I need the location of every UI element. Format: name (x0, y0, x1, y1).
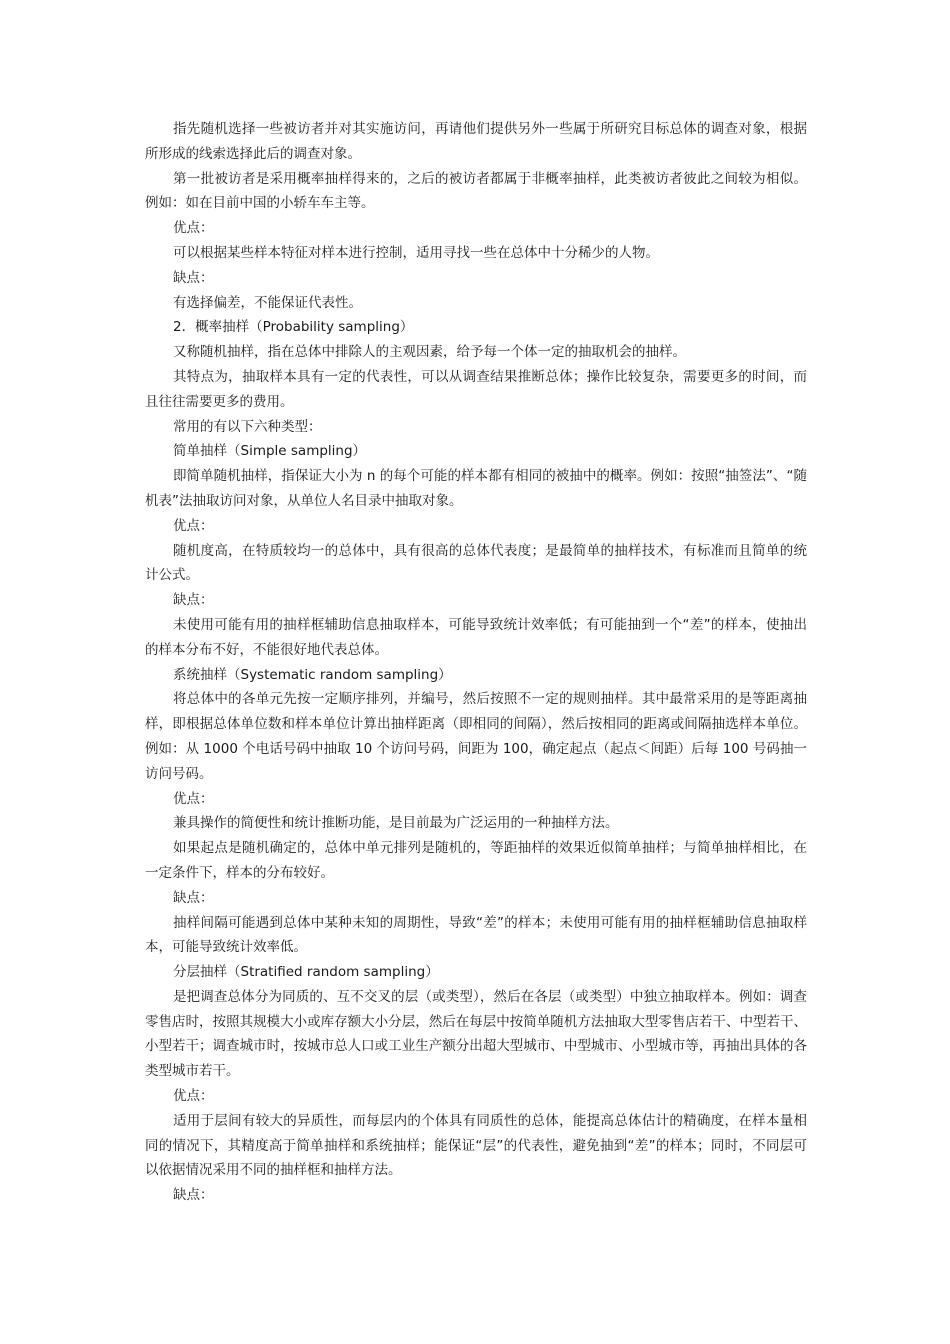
paragraph-stratified-definition: 是把调查总体分为同质的、互不交叉的层（或类型），然后在各层（或类型）中独立抽取样本。例如：调查零售店时，按照其规模大小或库存额大小分层，然后在每层中按简单随机方法抽取大型零售店若干、中型若干、小型若干；调查城市时，按城市总人口或工业生产额分出超大型城市、中型城市、小型城市等，再抽出具体的各类型城市若干。 (145, 988, 807, 1080)
paragraph-simple-disadvantages: 未使用可能有用的抽样框辅助信息抽取样本，可能导致统计效率低；有可能抽到一个“差”的样本，使抽出的样本分布不好，不能很好地代表总体。 (145, 616, 807, 658)
paragraph-systematic-advantages-1: 兼具操作的简便性和统计推断功能，是目前最为广泛运用的一种抽样方法。 (173, 815, 619, 832)
paragraph-simple-advantages: 随机度高，在特质较均一的总体中，具有很高的总体代表度；是最简单的抽样技术，有标准而且简单的统计公式。 (145, 542, 807, 584)
label-disadvantages: 缺点： (173, 269, 214, 286)
paragraph-stratified-advantages: 适用于层间有较大的异质性，而每层内的个体具有同质性的总体，能提高总体估计的精确度，在样本量相同的情况下，其精度高于简单抽样和系统抽样；能保证“层”的代表性，避免抽到“差”的样本；同时，不同层可以依据情况采用不同的抽样框和抽样方法。 (145, 1112, 807, 1179)
paragraph-snowball-disadvantages: 有选择偏差，不能保证代表性。 (173, 294, 362, 311)
label-advantages: 优点： (173, 517, 214, 534)
paragraph-snowball-definition: 指先随机选择一些被访者并对其实施访问，再请他们提供另外一些属于所研究目标总体的调查对象，根据所形成的线索选择此后的调查对象。 (145, 121, 807, 162)
paragraph-six-types: 常用的有以下六种类型： (173, 418, 322, 435)
heading-stratified-sampling: 分层抽样（Stratified random sampling） (173, 964, 439, 981)
paragraph-systematic-disadvantages: 抽样间隔可能遇到总体中某种未知的周期性，导致“差”的样本；未使用可能有用的抽样框辅助信息抽取样本，可能导致统计效率低。 (145, 914, 807, 956)
label-disadvantages: 缺点： (173, 889, 214, 906)
paragraph-systematic-advantages-2: 如果起点是随机确定的，总体中单元排列是随机的，等距抽样的效果近似简单抽样；与简单抽样相比，在一定条件下，样本的分布较好。 (145, 840, 807, 881)
paragraph-simple-definition: 即简单随机抽样，指保证大小为 n 的每个可能的样本都有相同的被抽中的概率。例如：按照“抽签法”、“随机表”法抽取访问对象，从单位人名目录中抽取对象。 (145, 468, 807, 509)
label-advantages: 优点： (173, 1088, 214, 1105)
paragraph-systematic-definition: 将总体中的各单元先按一定顺序排列，并编号，然后按照不一定的规则抽样。其中最常采用的是等距离抽样，即根据总体单位数和样本单位计算出抽样距离（即相同的间隔），然后按相同的距离或间隔抽选样本单位。例如：从 1000 个电话号码中抽取 10 个访问号码，间距为 100，确定起点（起点＜间距）后每 100 号码抽一访问号码。 (145, 691, 807, 782)
paragraph-probability-definition: 又称随机抽样，指在总体中排除人的主观因素，给予每一个体一定的抽取机会的抽样。 (173, 344, 686, 361)
paragraph-probability-features: 其特点为，抽取样本具有一定的代表性，可以从调查结果推断总体；操作比较复杂，需要更多的时间，而且往往需要更多的费用。 (145, 368, 807, 410)
label-advantages: 优点： (173, 790, 214, 807)
label-disadvantages: 缺点： (173, 1187, 214, 1204)
label-advantages: 优点： (173, 220, 214, 237)
heading-probability-sampling: 2．概率抽样（Probability sampling） (173, 319, 414, 336)
document-body (145, 117, 807, 1208)
heading-simple-sampling: 简单抽样（Simple sampling） (173, 443, 367, 460)
paragraph-snowball-process: 第一批被访者是采用概率抽样得来的，之后的被访者都属于非概率抽样，此类被访者彼此之间较为相似。例如：如在目前中国的小轿车车主等。 (145, 170, 807, 212)
paragraph-snowball-advantages: 可以根据某些样本特征对样本进行控制，适用寻找一些在总体中十分稀少的人物。 (173, 244, 659, 261)
label-disadvantages: 缺点： (173, 592, 214, 609)
heading-systematic-sampling: 系统抽样（Systematic random sampling） (173, 666, 452, 683)
